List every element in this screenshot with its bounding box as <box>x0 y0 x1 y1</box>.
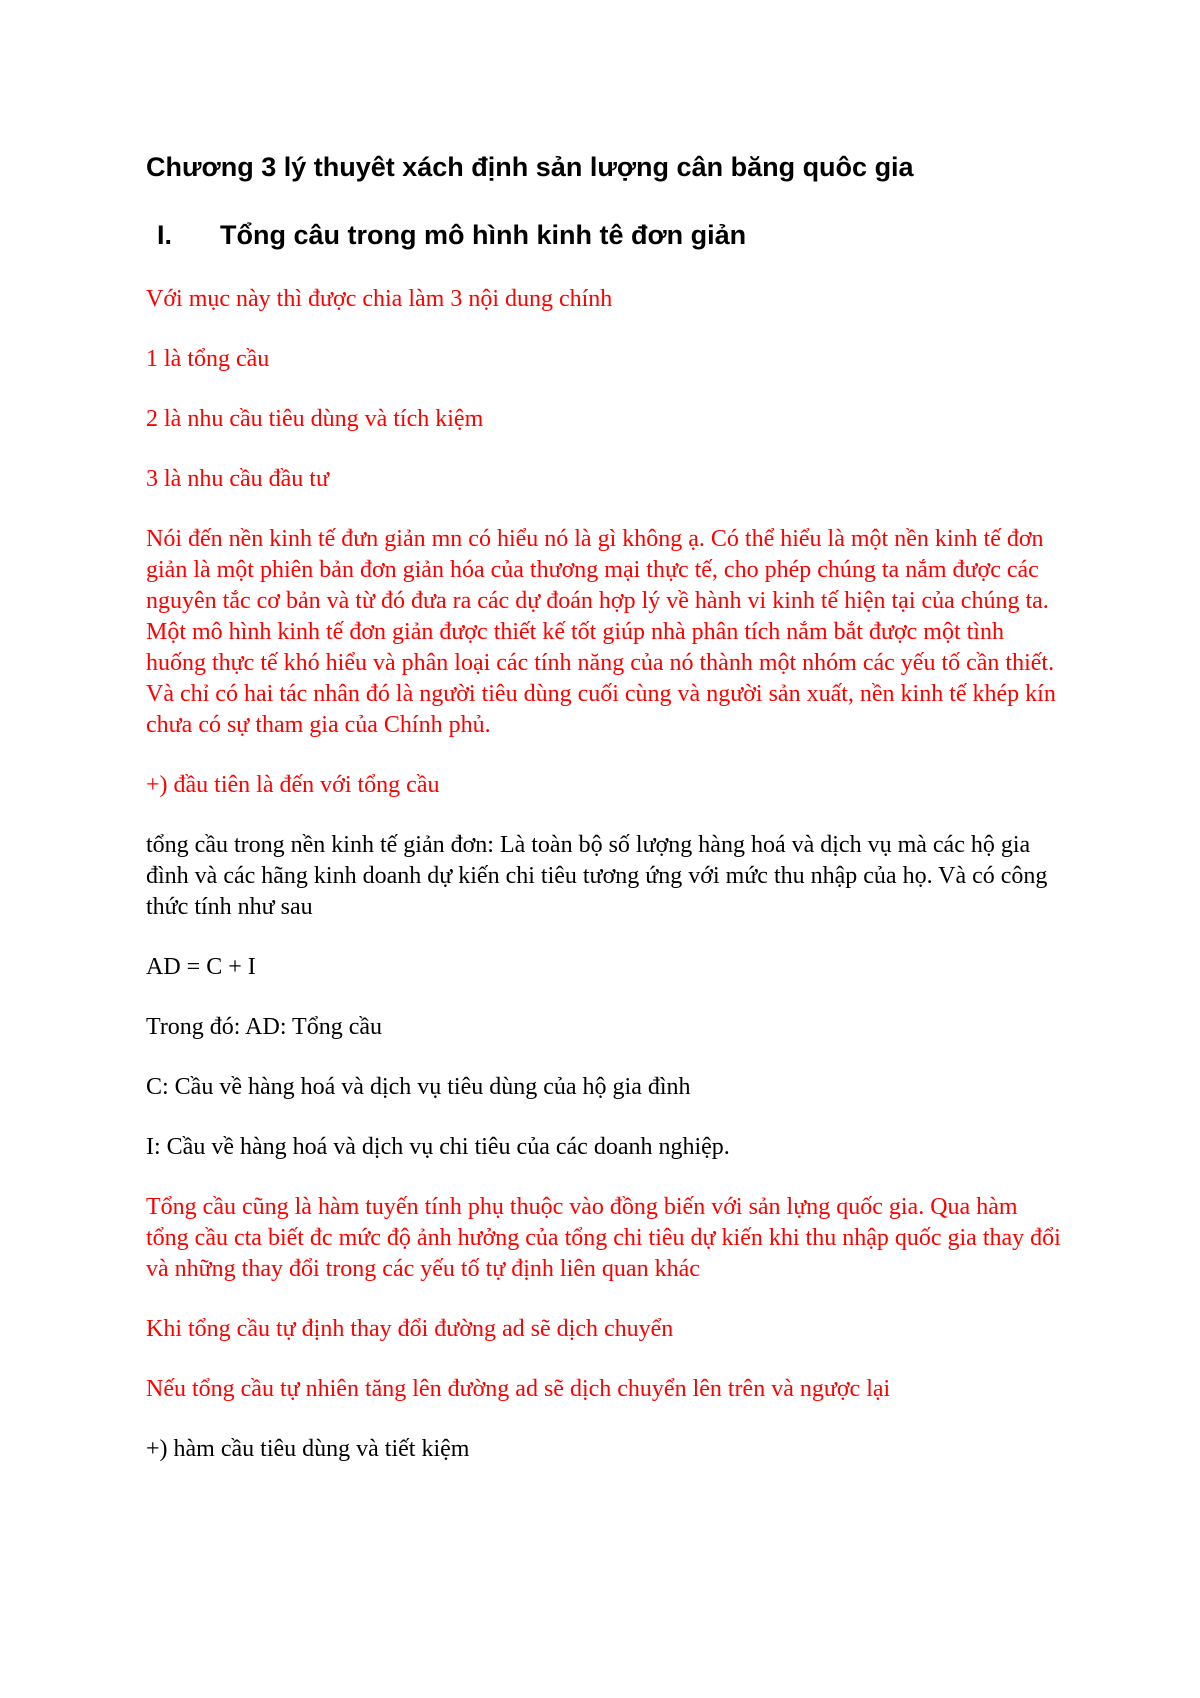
paragraph-formula-i: I: Cầu về hàng hoá và dịch vụ chi tiêu của các doanh nghiệp. <box>146 1134 730 1160</box>
paragraph-formula-c: C: Cầu về hàng hoá và dịch vụ tiêu dùng của hộ gia đình <box>146 1074 691 1100</box>
paragraph-formula-ad: Trong đó: AD: Tổng cầu <box>146 1014 383 1040</box>
paragraph-aggregate-demand-definition: tổng cầu trong nền kinh tế giản đơn: Là toàn bộ số lượng hàng hoá và dịch vụ mà các hộ gia đình và các hãng kinh doanh dự kiến chi tiêu tương ứng với mức thu nhập của họ. Và có công thức tính như sau <box>146 832 1048 920</box>
paragraph-consumption-saving: +) hàm cầu tiêu dùng và tiết kiệm <box>146 1436 470 1462</box>
paragraph-ad-shift: Khi tổng cầu tự định thay đổi đường ad sẽ dịch chuyển <box>146 1316 674 1342</box>
section-heading <box>146 218 1066 252</box>
paragraph-aggregate-demand-intro: +) đầu tiên là đến với tổng cầu <box>146 772 440 798</box>
document-content <box>146 150 1066 1494</box>
section-heading-text: Tổng câu trong mô hình kinh tê đơn giản <box>220 220 747 250</box>
paragraph-intro: Với mục này thì được chia làm 3 nội dung chính <box>146 286 613 312</box>
paragraph-item-1: 1 là tổng cầu <box>146 346 270 372</box>
paragraph-item-3: 3 là nhu cầu đầu tư <box>146 466 329 492</box>
paragraph-linear-function: Tổng cầu cũng là hàm tuyến tính phụ thuộc vào đồng biến với sản lựng quốc gia. Qua hàm tổng cầu cta biết đc mức độ ảnh hưởng của tổng chi tiêu dự kiến khi thu nhập quốc gia thay đổi và những thay đổi trong các yếu tố tự định liên quan khác <box>146 1194 1061 1282</box>
paragraph-item-2: 2 là nhu cầu tiêu dùng và tích kiệm <box>146 406 484 432</box>
document-title: Chương 3 lý thuyêt xách định sản lượng cân băng quôc gia <box>146 152 914 182</box>
paragraph-ad-increase: Nếu tổng cầu tự nhiên tăng lên đường ad sẽ dịch chuyển lên trên và ngược lại <box>146 1376 891 1402</box>
section-number: I. <box>157 220 173 250</box>
paragraph-simple-economy: Nói đến nền kinh tế đưn giản mn có hiểu nó là gì không ạ. Có thể hiểu là một nền kinh tế đơn giản là một phiên bản đơn giản hóa của thương mại thực tế, cho phép chúng ta nắm được các nguyên tắc cơ bản và từ đó đưa ra các dự đoán hợp lý về hành vi kinh tế hiện tại của chúng ta. Một mô hình kinh tế đơn giản được thiết kế tốt giúp nhà phân tích nắm bắt được một tình huống thực tế khó hiểu và phân loại các tính năng của nó thành một nhóm các yếu tố cần thiết. Và chỉ có hai tác nhân đó là người tiêu dùng cuối cùng và người sản xuất, nền kinh tế khép kín chưa có sự tham gia của Chính phủ. <box>146 526 1056 738</box>
paragraph-formula: AD = C + I <box>146 954 256 980</box>
